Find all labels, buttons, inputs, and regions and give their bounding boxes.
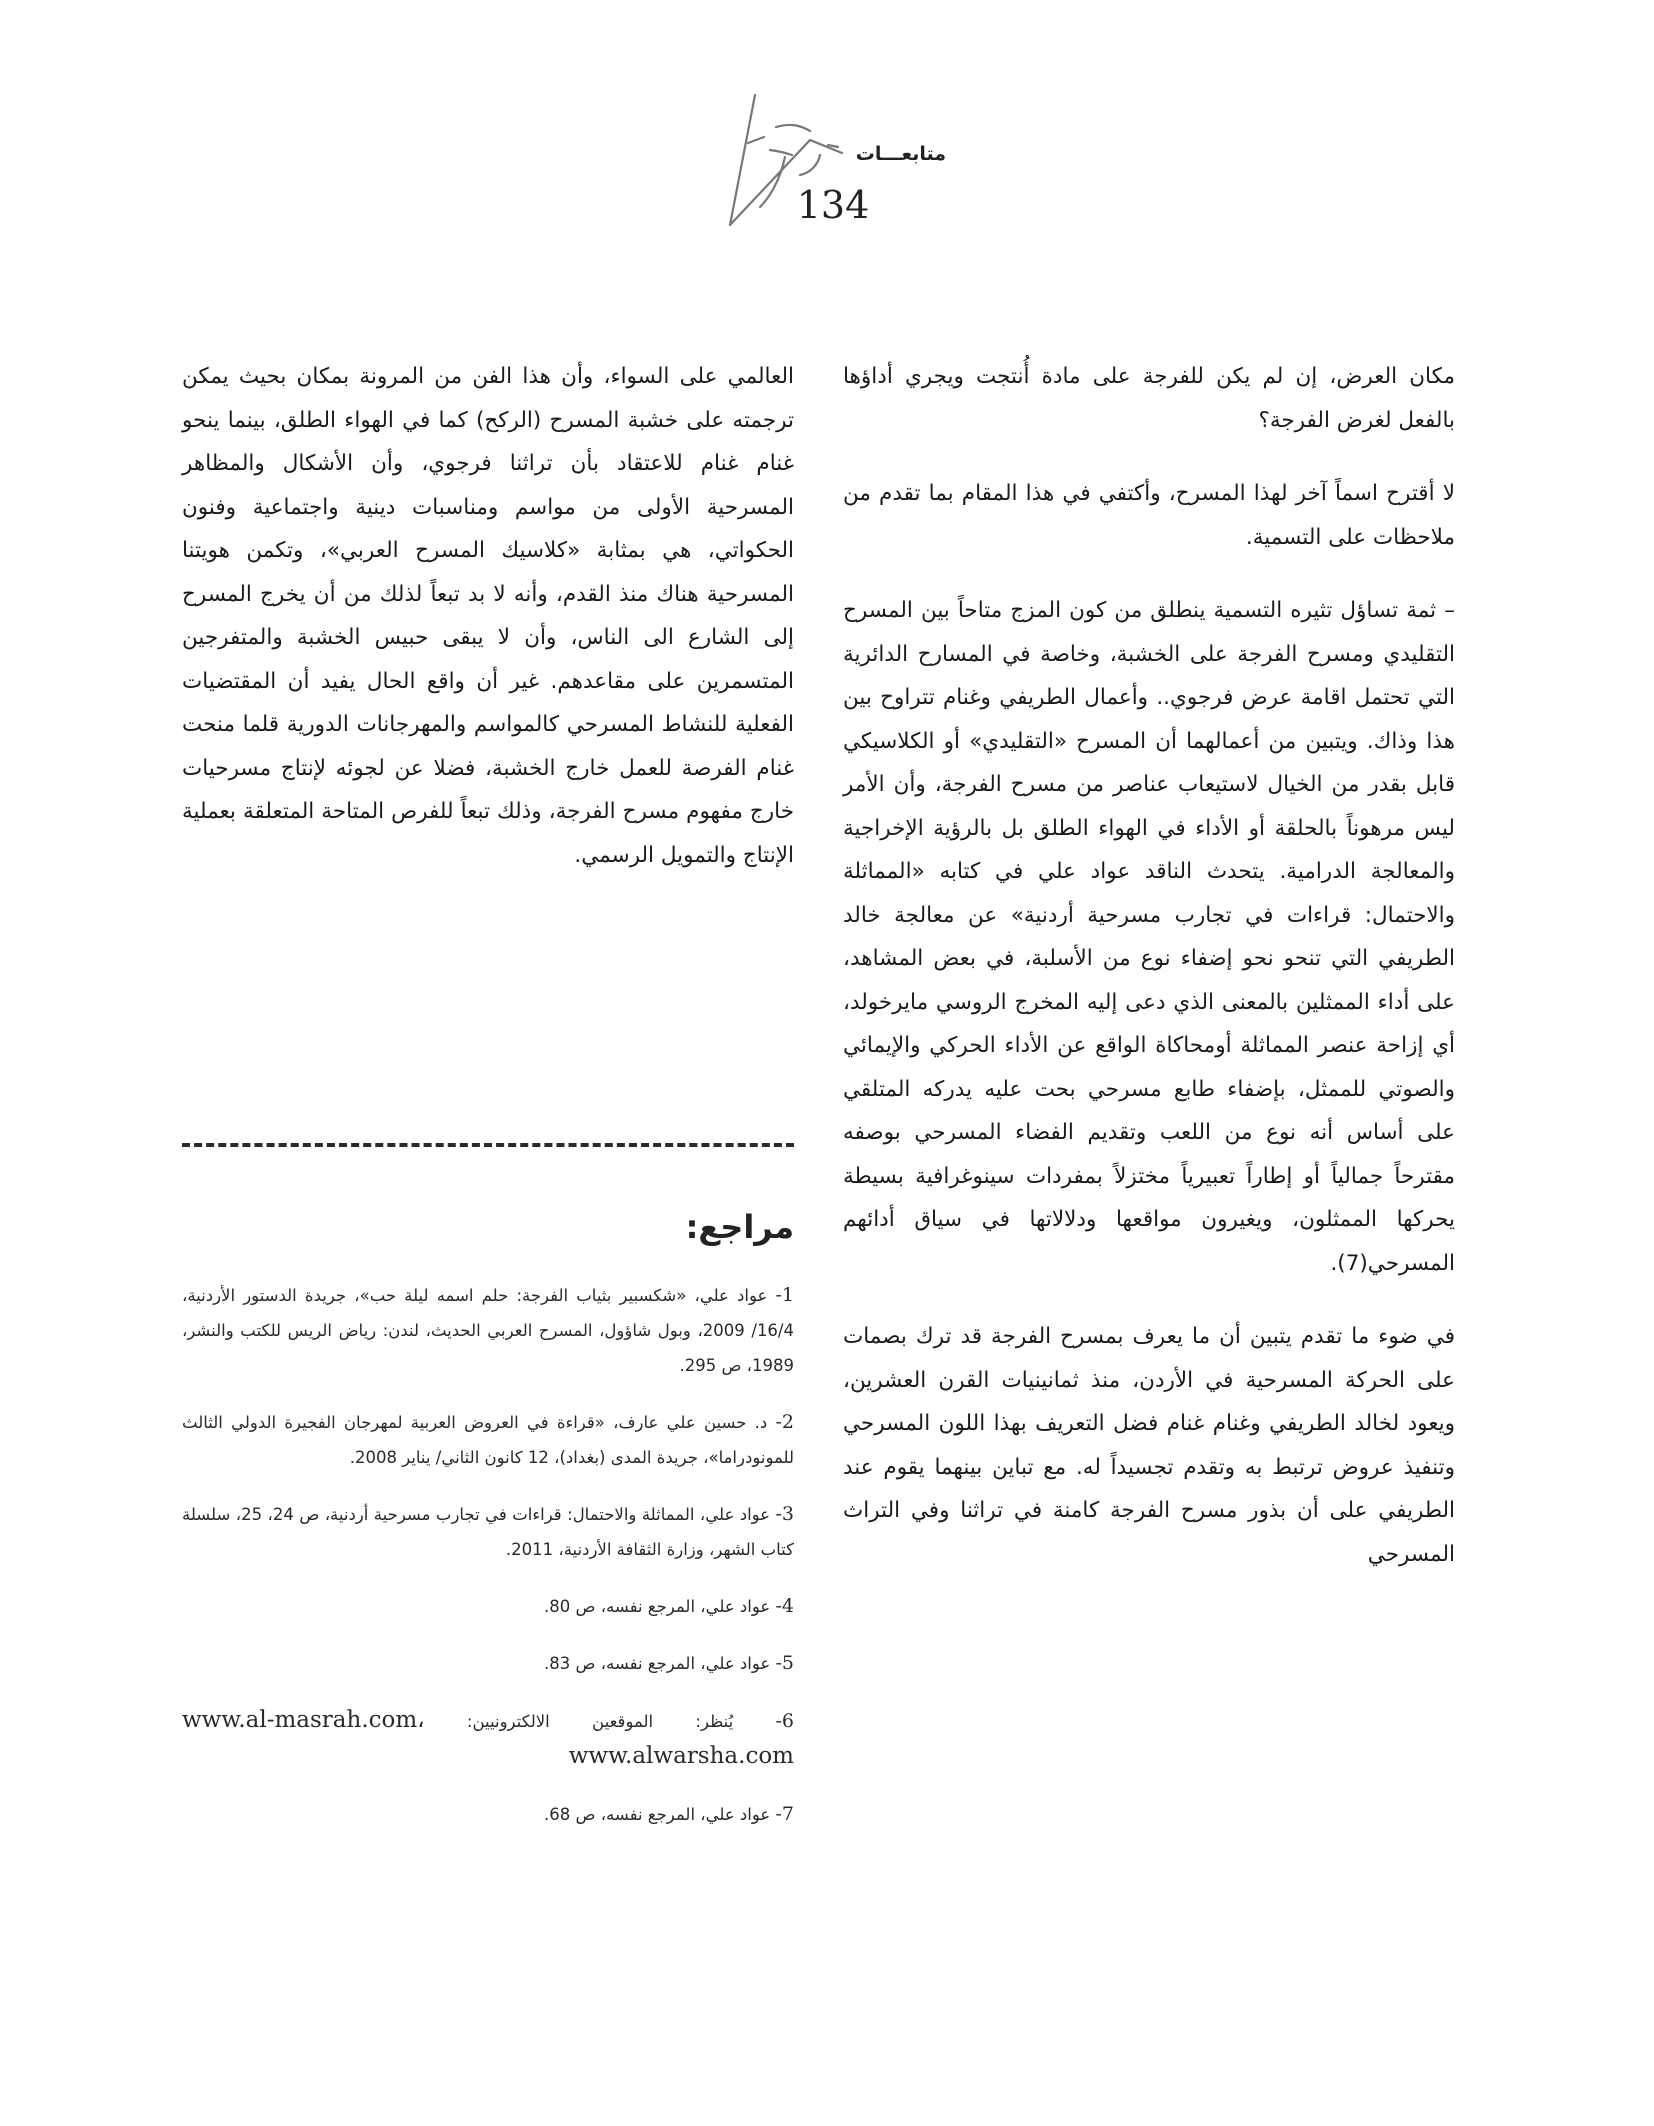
reference-item bbox=[182, 1589, 794, 1624]
page-number: 134 bbox=[796, 183, 870, 227]
reference-number: 3- bbox=[775, 1503, 795, 1525]
reference-number: 6- bbox=[775, 1710, 794, 1732]
reference-text: د. حسين علي عارف، «قراءة في العروض العربية لمهرجان الفجيرة الدولي الثالث للمونودراما»، جريدة المدى (بغداد)، 12 كانون الثاني/ يناير 2008. bbox=[182, 1413, 794, 1467]
references-title: مراجع: bbox=[685, 1208, 794, 1246]
reference-text: عواد علي، المماثلة والاحتمال: قراءات في تجارب مسرحية أردنية، ص 24، 25، سلسلة كتاب الشهر، وزارة الثقافة الأردنية، 2011. bbox=[182, 1505, 794, 1559]
paragraph: في ضوء ما تقدم يتبين أن ما يعرف بمسرح الفرجة قد ترك بصمات على الحركة المسرحية في الأردن، منذ ثمانينيات القرن العشرين، ويعود لخالد الطريفي وغنام غنام فضل التعريف بهذا اللون المسرحي وتنفيذ عروض ترتبط به وتقدم تجسيداً له. مع تباين بينهما يقوم عند الطريفي على أن بذور مسرح الفرجة كامنة في تراثنا وفي التراث المسرحي bbox=[843, 1324, 1455, 1567]
reference-item bbox=[182, 1405, 794, 1475]
page-header bbox=[660, 85, 990, 235]
paragraph: مكان العرض، إن لم يكن للفرجة على مادة أُنتجت ويجري أداؤها بالفعل لغرض الفرجة؟ bbox=[843, 364, 1455, 433]
paragraph: – ثمة تساؤل تثيره التسمية ينطلق من كون المزج متاحاً بين المسرح التقليدي ومسرح الفرجة على الخشبة، وخاصة في المسارح الدائرية التي تحتمل اقامة عرض فرجوي.. وأعمال الطريفي وغنام تتراوح بين هذا وذاك. ويتبين من أعمالهما أن المسرح «التقليدي» أو الكلاسيكي قابل بقدر من الخيال لاستيعاب عناصر من مسرح الفرجة، وأن الأمر ليس مرهوناً بالحلقة أو الأداء في الهواء الطلق بل بالرؤية الإخراجية والمعالجة الدرامية. يتحدث الناقد عواد علي في كتابه «المماثلة والاحتمال: قراءات في تجارب مسرحية أردنية» عن معالجة خالد الطريفي التي تنحو نحو إضفاء نوع من الأسلبة، في بعض المشاهد، على أداء الممثلين بالمعنى الذي دعى إليه المخرج الروسي مايرخولد، أي إزاحة عنصر المماثلة أومحاكاة الواقع عن الأداء الحركي والإيمائي والصوتي للممثل، بإضفاء طابع مسرحي بحت عليه يدركه المتلقي على أساس أنه نوع من اللعب وتقديم الفضاء المسرحي بوصفه مقترحاً جمالياً أو إطاراً تعبيرياً مختزلاً بمفردات سينوغرافية بسيطة يحركها الممثلون، ويغيرون مواقعها ودلالاتها في سياق أدائهم المسرحي(7). bbox=[843, 598, 1455, 1276]
reference-number: 7- bbox=[775, 1803, 794, 1825]
reference-item bbox=[182, 1278, 794, 1383]
reference-text: عواد علي، «شكسبير بثياب الفرجة: حلم اسمه ليلة حب»، جريدة الدستور الأردنية، 16/4/ 2009، وبول شاؤول، المسرح العربي الحديث، لندن: رياض الريس للكتب والنشر، 1989، ص 295. bbox=[182, 1286, 794, 1375]
article-column-left bbox=[182, 355, 794, 877]
reference-number: 4- bbox=[775, 1595, 794, 1617]
reference-item bbox=[182, 1646, 794, 1681]
reference-item bbox=[182, 1797, 794, 1832]
paragraph: العالمي على السواء، وأن هذا الفن من المرونة بمكان بحيث يمكن ترجمته على خشبة المسرح (الركح) كما في الهواء الطلق، بينما ينحو غنام غنام للاعتقاد بأن تراثنا فرجوي، وأن الأشكال والمظاهر المسرحية الأولى من مواسم ومناسبات دينية واجتماعية وفنون الحكواتي، هي بمثابة «كلاسيك المسرح العربي»، وتكمن هويتنا المسرحية هناك منذ القدم، وأنه لا بد تبعاً لذلك من أن يخرج المسرح إلى الشارع الى الناس، وأن لا يبقى حبيس الخشبة والمتفرجين المتسمرين على مقاعدهم. غير أن واقع الحال يفيد أن المقتضيات الفعلية للنشاط المسرحي كالمواسم والمهرجانات الدورية قلما منحت غنام الفرصة للعمل خارج الخشبة، فضلا عن لجوئه لإنتاج مسرحيات خارج مفهوم مسرح الفرجة، وذلك تبعاً للفرص المتاحة المتعلقة بعملية الإنتاج والتمويل الرسمي. bbox=[182, 364, 794, 868]
reference-text: عواد علي، المرجع نفسه، ص 68. bbox=[544, 1805, 771, 1824]
reference-text: عواد علي، المرجع نفسه، ص 83. bbox=[544, 1654, 771, 1673]
reference-number: 2- bbox=[775, 1411, 794, 1433]
dashed-divider bbox=[182, 1143, 794, 1147]
article-column-right bbox=[843, 355, 1455, 1576]
references-list bbox=[182, 1278, 794, 1854]
reference-item bbox=[182, 1497, 794, 1567]
paragraph: لا أقترح اسماً آخر لهذا المسرح، وأكتفي في هذا المقام بما تقدم من ملاحظات على التسمية. bbox=[843, 481, 1455, 550]
reference-number: 5- bbox=[775, 1652, 794, 1674]
reference-url[interactable]: www.al-masrah.com، www.alwarsha.com bbox=[182, 1707, 794, 1769]
reference-item bbox=[182, 1703, 794, 1775]
reference-text: عواد علي، المرجع نفسه، ص 80. bbox=[544, 1597, 771, 1616]
reference-text: يُنظر: الموقعين الالكترونيين: bbox=[466, 1712, 734, 1731]
reference-number: 1- bbox=[775, 1284, 794, 1306]
section-label: متابعـــات bbox=[855, 143, 946, 165]
